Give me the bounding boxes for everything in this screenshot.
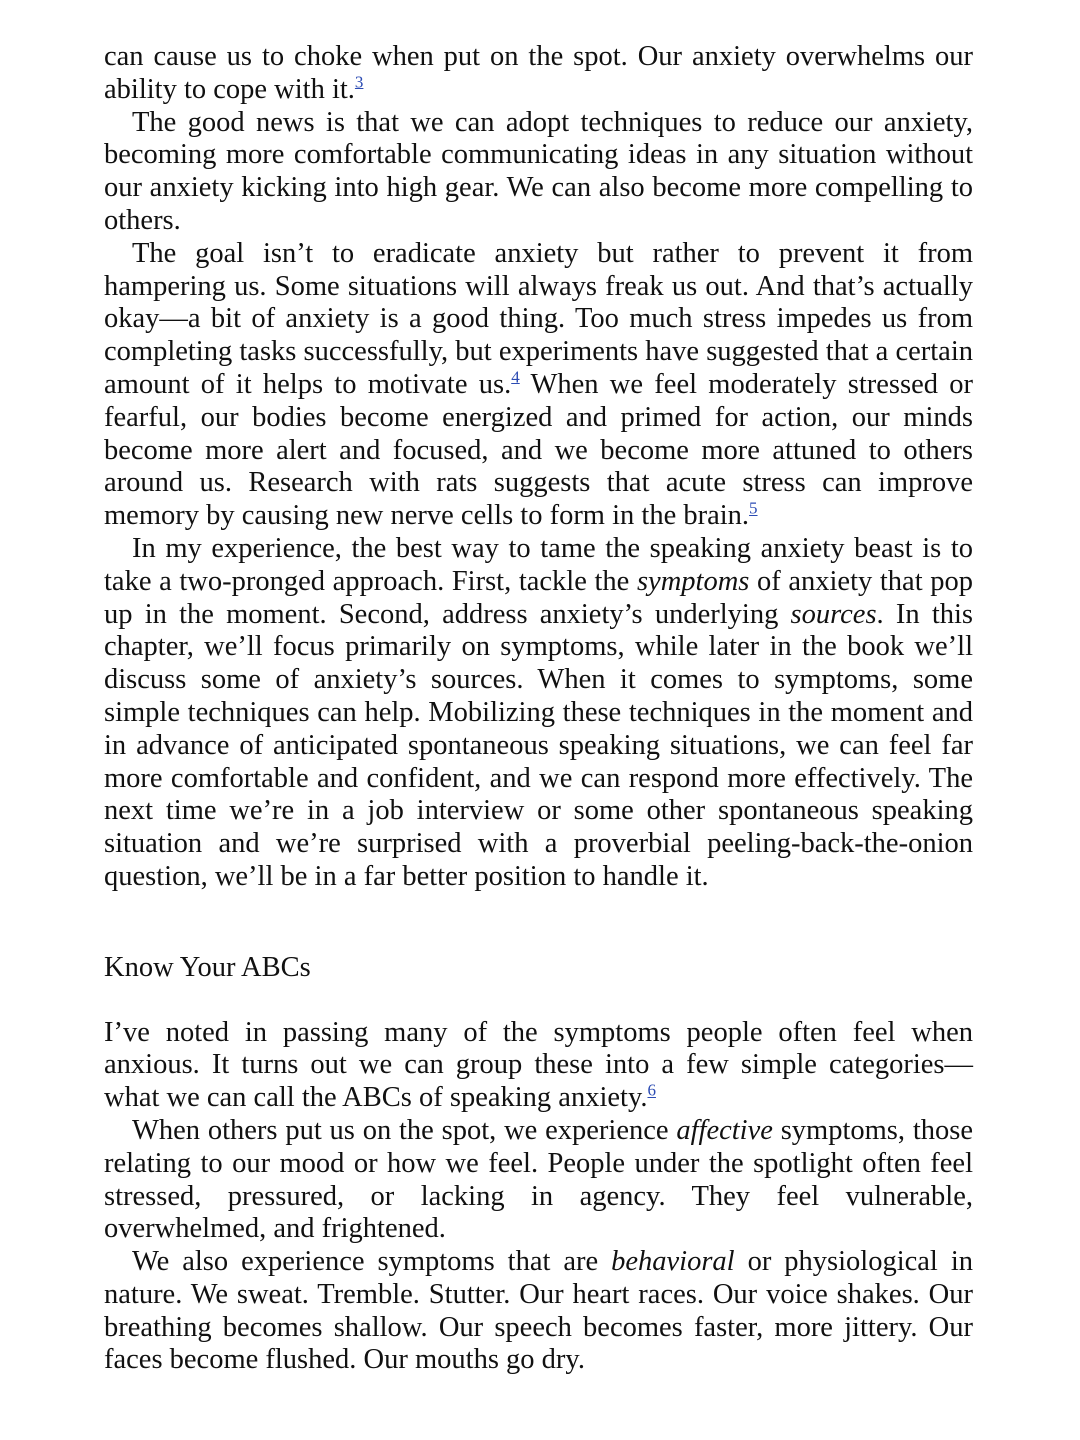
footnote-link-4[interactable]: 4 (511, 367, 520, 387)
emphasis-affective: affective (676, 1114, 773, 1146)
paragraph-2 (104, 107, 973, 238)
paragraph-6-text-a: When others put us on the spot, we experience (132, 1114, 677, 1146)
paragraph-5 (104, 1017, 973, 1115)
heading-spacer (104, 985, 973, 1017)
paragraph-2-text: The good news is that we can adopt techniques to reduce our anxiety, becoming more comfortable communicating ideas in any situation without our anxiety kicking into high gear. We can also become more compelling to others. (104, 106, 973, 236)
footnote-link-3[interactable]: 3 (354, 72, 364, 92)
paragraph-6-text-b: symptoms, those relating to our mood or how we feel. People under the spotlight often feel stressed, pressured, or lacking in agency. They feel vulnerable, overwhelmed, and frightened. (104, 1114, 973, 1245)
paragraph-7-text-a: We also experience symptoms that are (132, 1246, 612, 1278)
footnote-link-5[interactable]: 5 (749, 498, 758, 518)
paragraph-7-text-b: or physiological in nature. We sweat. Tremble. Stutter. Our heart races. Our voice shakes. Our breathing becomes shallow. Our speech becomes faster, more jittery. Our faces become flushed. Our mouths go dry. (104, 1246, 973, 1376)
book-page (104, 41, 973, 1377)
paragraph-3-text-a: The goal isn’t to eradicate anxiety but rather to prevent it from hampering us. Some situations will always freak us out. And that’s actually okay—a bit of anxiety is a good thing. Too much stress impedes us from completing tasks successfully, but experiments have suggested that a certain amount of it helps to motivate us. (104, 237, 973, 400)
emphasis-sources: sources (790, 598, 877, 630)
footnote-link-6[interactable]: 6 (647, 1080, 656, 1100)
paragraph-3 (104, 238, 973, 533)
paragraph-1-text: can cause us to choke when put on the spot. Our anxiety overwhelms our ability to cope with it. (104, 41, 973, 105)
section-spacer (104, 894, 973, 952)
paragraph-4-text-b: of anxiety that pop up in the moment. Second, address anxiety’s underlying (104, 565, 973, 630)
paragraph-1 (104, 41, 973, 107)
paragraph-4-text-a: In my experience, the best way to tame the speaking anxiety beast is to take a two-pronged approach. First, tackle the (104, 532, 973, 597)
paragraph-4-text-c: . In this chapter, we’ll focus primarily on symptoms, while later in the book we’ll discuss some of anxiety’s sources. When it comes to symptoms, some simple techniques can help. Mobilizing these techniques in the moment and in advance of anticipated spontaneous speaking situations, we can feel far more comfortable and confident, and we can respond more effectively. The next time we’re in a job interview or some other spontaneous speaking situation and we’re surprised with a proverbial peeling-back-the-onion question, we’ll be in a far better position to handle it. (104, 598, 973, 892)
section-heading: Know Your ABCs (104, 951, 311, 983)
paragraph-7 (104, 1246, 973, 1377)
emphasis-symptoms: symptoms (636, 565, 750, 597)
paragraph-5-text: I’ve noted in passing many of the symptoms people often feel when anxious. It turns out we can group these into a few simple categories— what we can call the ABCs of speaking anxiety. (104, 1016, 973, 1114)
emphasis-behavioral: behavioral (611, 1246, 735, 1278)
paragraph-6 (104, 1115, 973, 1246)
paragraph-4 (104, 533, 973, 894)
paragraph-3-text-b: When we feel moderately stressed or fearful, our bodies become energized and primed for action, our minds become more alert and focused, and we become more attuned to others around us. Research with rats suggests that acute stress can improve memory by causing new nerve cells to form in the brain. (104, 368, 973, 532)
